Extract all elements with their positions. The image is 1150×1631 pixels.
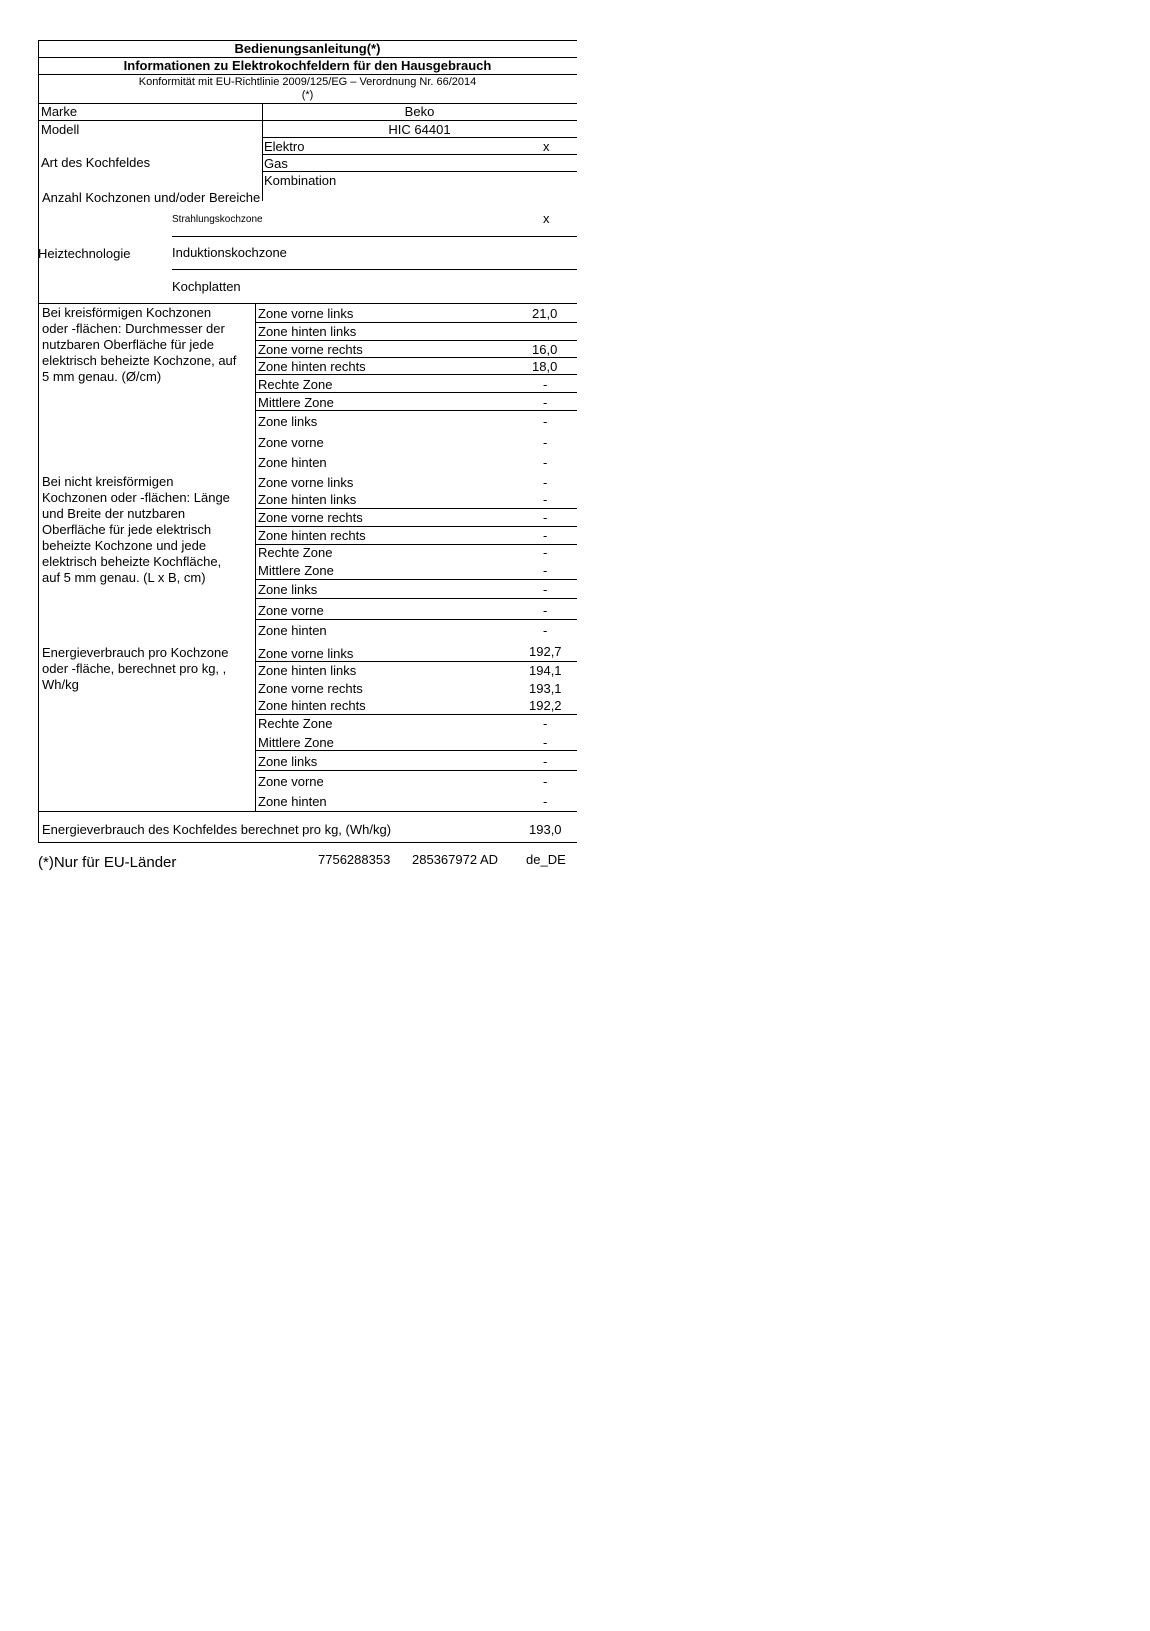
hob-type-option-mark: x: [543, 139, 550, 154]
zone-value: -: [543, 510, 548, 525]
heating-option-label: Kochplatten: [172, 279, 241, 294]
model-label: Modell: [41, 122, 80, 137]
zone-value: -: [543, 603, 548, 618]
zone-value: -: [543, 754, 548, 769]
zone-label: Mittlere Zone: [258, 395, 334, 410]
zone-label: Zone hinten rechts: [258, 359, 366, 374]
zone-value: -: [543, 623, 548, 638]
document-title: Bedienungsanleitung(*): [234, 41, 381, 56]
zone-label: Rechte Zone: [258, 545, 333, 560]
conformity-line-2: (*): [301, 89, 314, 101]
zone-label: Zone vorne rechts: [258, 681, 363, 696]
noncircular-description: [42, 474, 230, 586]
zone-value: -: [543, 475, 548, 490]
zone-value: -: [543, 528, 548, 543]
zone-label: Zone hinten links: [258, 324, 357, 339]
zone-value: -: [543, 395, 548, 410]
description-line: elektrisch beheizte Kochfläche,: [42, 554, 222, 569]
description-line: Kochzonen oder -flächen: Länge: [42, 490, 230, 505]
description-line: auf 5 mm genau. (L x B, cm): [42, 570, 206, 585]
zone-value: 192,7: [529, 644, 562, 659]
hob-type-option-label: Elektro: [264, 139, 305, 154]
brand-value: Beko: [404, 104, 435, 119]
zone-value: -: [543, 455, 548, 470]
zone-label: Zone vorne links: [258, 646, 354, 661]
energy-total-label: Energieverbrauch des Kochfeldes berechnet pro kg, (Wh/kg): [42, 822, 392, 837]
model-value: HIC 64401: [388, 122, 451, 137]
zone-label: Zone vorne: [258, 774, 324, 789]
brand-label: Marke: [41, 104, 78, 119]
heating-option-label: Strahlungskochzone: [172, 214, 263, 225]
document-subtitle: Informationen zu Elektrokochfeldern für den Hausgebrauch: [123, 58, 492, 73]
zone-value: -: [543, 492, 548, 507]
conformity-line-1: Konformität mit EU-Richtlinie 2009/125/EG – Verordnung Nr. 66/2014: [138, 76, 477, 88]
zone-label: Zone links: [258, 414, 318, 429]
zone-value: 18,0: [532, 359, 558, 374]
footer-code-2: 285367972 AD: [412, 852, 499, 867]
description-line: elektrisch beheizte Kochzone, auf: [42, 353, 237, 368]
zone-value: 192,2: [529, 698, 562, 713]
heating-label: Heiztechnologie: [38, 246, 131, 261]
zone-value: -: [543, 545, 548, 560]
zone-value: -: [543, 563, 548, 578]
description-line: Oberfläche für jede elektrisch: [42, 522, 212, 537]
heating-option-mark: x: [543, 211, 550, 226]
zone-label: Zone vorne rechts: [258, 510, 363, 525]
zone-label: Zone hinten links: [258, 663, 357, 678]
zone-label: Zone vorne links: [258, 306, 354, 321]
zone-label: Zone vorne: [258, 435, 324, 450]
description-line: Bei kreisförmigen Kochzonen: [42, 305, 212, 320]
zone-label: Rechte Zone: [258, 377, 333, 392]
zone-label: Zone links: [258, 582, 318, 597]
energy-zone-description: [42, 645, 228, 693]
footer-locale: de_DE: [526, 852, 566, 867]
hob-type-option-label: Gas: [264, 156, 288, 171]
heating-option-label: Induktionskochzone: [172, 245, 287, 260]
description-line: oder -fläche, berechnet pro kg, ,: [42, 661, 227, 676]
description-line: oder -flächen: Durchmesser der: [42, 321, 225, 336]
zone-value: -: [543, 377, 548, 392]
description-line: und Breite der nutzbaren: [42, 506, 186, 521]
description-line: Wh/kg: [42, 677, 79, 692]
energy-total-value: 193,0: [529, 822, 562, 837]
zone-value: -: [543, 582, 548, 597]
footer-code-1: 7756288353: [318, 852, 391, 867]
description-line: 5 mm genau. (Ø/cm): [42, 369, 162, 384]
zone-value: -: [543, 716, 548, 731]
zone-value: -: [543, 794, 548, 809]
description-line: beheizte Kochzone und jede: [42, 538, 207, 553]
hob-type-option-label: Kombination: [264, 173, 337, 188]
zone-value: 21,0: [532, 306, 558, 321]
zone-value: 16,0: [532, 342, 558, 357]
zone-label: Zone links: [258, 754, 318, 769]
zone-value: -: [543, 735, 548, 750]
zone-value: 194,1: [529, 663, 562, 678]
zone-label: Zone vorne links: [258, 475, 354, 490]
zone-label: Zone hinten rechts: [258, 528, 366, 543]
description-line: Energieverbrauch pro Kochzone: [42, 645, 229, 660]
zones-count-label: Anzahl Kochzonen und/oder Bereiche: [42, 190, 261, 205]
zone-label: Zone hinten rechts: [258, 698, 366, 713]
zone-label: Zone vorne rechts: [258, 342, 363, 357]
zone-value: 193,1: [529, 681, 562, 696]
description-line: Bei nicht kreisförmigen: [42, 474, 174, 489]
zone-label: Zone hinten: [258, 455, 327, 470]
zone-label: Zone hinten: [258, 794, 327, 809]
zone-label: Rechte Zone: [258, 716, 333, 731]
zone-label: Zone hinten: [258, 623, 327, 638]
zone-value: -: [543, 414, 548, 429]
circular-description: [42, 305, 236, 385]
zone-value: -: [543, 774, 548, 789]
zone-label: Zone vorne: [258, 603, 324, 618]
footer-note: (*)Nur für EU-Länder: [38, 854, 177, 871]
zone-label: Mittlere Zone: [258, 563, 334, 578]
hob-type-label: Art des Kochfeldes: [41, 155, 151, 170]
zone-value: -: [543, 435, 548, 450]
description-line: nutzbaren Oberfläche für jede: [42, 337, 214, 352]
zone-label: Mittlere Zone: [258, 735, 334, 750]
zone-label: Zone hinten links: [258, 492, 357, 507]
